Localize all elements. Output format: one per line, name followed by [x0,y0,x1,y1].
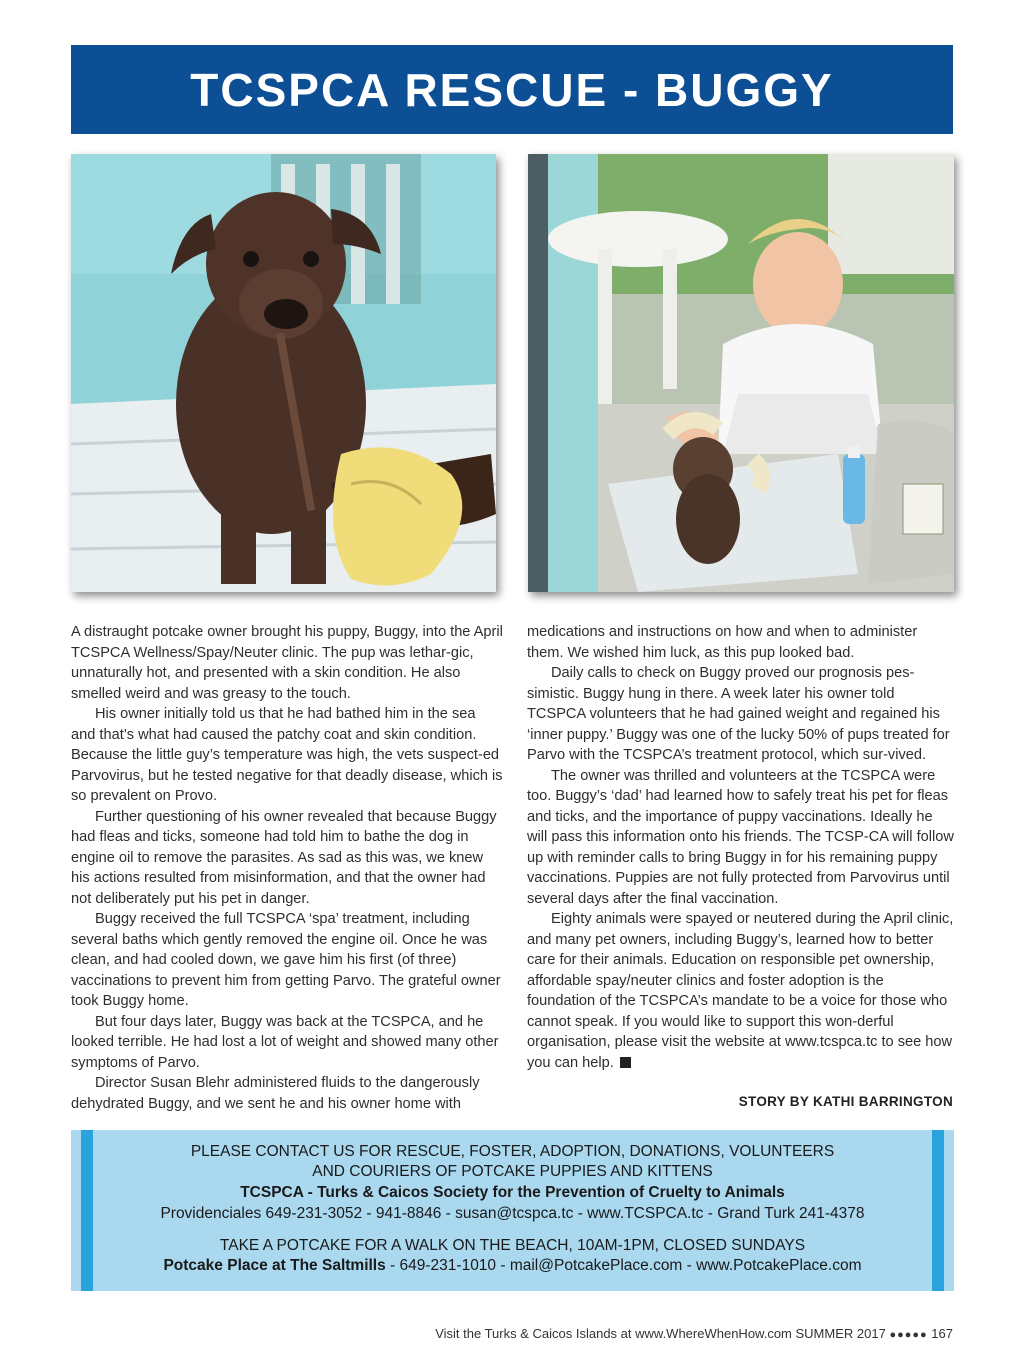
article-paragraph: Further questioning of his owner revealed that because Buggy had fleas and ticks, someone had told him to bathe the dog in engine oil to remove the parasites. As sad as this was, we knew his actions resulted from misinformation, and that the owner had not deliberately put his pet in danger. [71,808,497,907]
article-paragraph: Buggy received the full TCSPCA ‘spa’ treatment, including several baths which gently removed the engine oil. Once he was clean, and had cooled down, we gave him his first (of three) vaccinations to prevent him from getting Parvo. The grateful owner took Buggy home. [71,911,501,1009]
contact-subheadline: AND COURIERS OF POTCAKE PUPPIES AND KITTENS [312,1163,713,1180]
article-paragraph-text: Eighty animals were spayed or neutered during the April clinic, and many pet owners, including Buggy’s, learned how to better care for their animals. Education on responsible pet ownership, affordable spay/neuter clinics and foster adoption is the foundation of the TCSPCA’s mandate to be a voice for those who cannot speak. If you would like to support this won-derful organisation, please visit the website at www.tcspca.tc to see how you can help. [527,911,954,1071]
dog-photo [71,154,496,592]
place-name: Potcake Place at The Saltmills [163,1257,386,1274]
byline: STORY BY KATHI BARRINGTON [738,1094,953,1109]
article-paragraph: Director Susan Blehr administered fluids to the dangerously dehydrated Buggy, and we sent he and his owner home with [71,1075,480,1112]
spacer [111,1224,914,1236]
decorative-stripe [81,1130,93,1291]
article-right-column [527,622,955,1073]
contact-headline: PLEASE CONTACT US FOR RESCUE, FOSTER, ADOPTION, DONATIONS, VOLUNTEERS [190,1143,835,1160]
article-paragraph: His owner initially told us that he had bathed him in the sea and that’s what had caused the patchy coat and skin condition. Because the little guy’s temperature was high, the vets suspect-ed Parvovirus, but he tested negative for that deadly disease, which is so prevalent on Provo. [71,706,503,804]
place-line [111,1256,914,1276]
footer-text: Visit the Turks & Caicos Islands at www.WhereWhenHow.com SUMMER 2017 [435,1326,886,1341]
page-title: TCSPCA RESCUE - BUGGY [190,63,834,116]
article-paragraph: But four days later, Buggy was back at the TCSPCA, and he looked terrible. He had lost a lot of weight and showed many other symptoms of Parvo. [71,1013,499,1071]
article-paragraph: Daily calls to check on Buggy proved our prognosis pes-simistic. Buggy hung in there. A week later his owner told TCSPCA volunteers that he had gained weight and regained his ‘inner puppy.’ Buggy was one of the lucky 50% of pups treated for Parvo with the TCSPCA’s treatment protocol, which sur-vived. [527,665,950,763]
article-paragraph: medications and instructions on how and when to administer them. We wished him luck, as this pup looked bad. [527,624,918,661]
org-name: TCSPCA - Turks & Caicos Society for the Prevention of Cruelty to Animals [240,1184,785,1201]
article-paragraph: The owner was thrilled and volunteers at the TCSPCA were too. Buggy’s ‘dad’ had learned how to safely treat his pet for fleas and ticks, and the importance of puppy vaccinations. Ideally he will pass this information onto his friends. The TCSP-CA will follow up with reminder calls to bring Buggy in for his remaining puppy vaccinations. Puppies are not fully protected from Parvovirus until several days after the final vaccination. [527,767,954,907]
end-of-story-mark [620,1057,631,1068]
dog-photo-illustration [71,154,496,592]
article-paragraph: A distraught potcake owner brought his puppy, Buggy, into the April TCSPCA Wellness/Spay/Neuter clinic. The pup was lethar-gic, unnaturally hot, and presented with a skin condition. He also smelled weird and was greasy to the touch. [71,624,503,702]
page-number: 167 [931,1326,953,1341]
place-details: - 649-231-1010 - mail@PotcakePlace.com - www.PotcakePlace.com [385,1257,862,1274]
decorative-stripe [932,1130,944,1291]
title-banner [71,45,953,134]
contact-content [111,1142,914,1276]
bath-photo-illustration [528,154,954,592]
page-footer [300,1326,953,1341]
contact-box [71,1130,954,1291]
walk-line: TAKE A POTCAKE FOR A WALK ON THE BEACH, 10AM-1PM, CLOSED SUNDAYS [219,1237,806,1254]
org-details: Providenciales 649-231-3052 - 941-8846 - susan@tcspca.tc - www.TCSPCA.tc - Grand Turk 241-4378 [160,1205,865,1222]
article-paragraph-last [527,909,955,1073]
bath-photo [528,154,954,592]
article-left-column [71,622,503,1114]
footer-dots: ●●●●● [889,1329,928,1341]
